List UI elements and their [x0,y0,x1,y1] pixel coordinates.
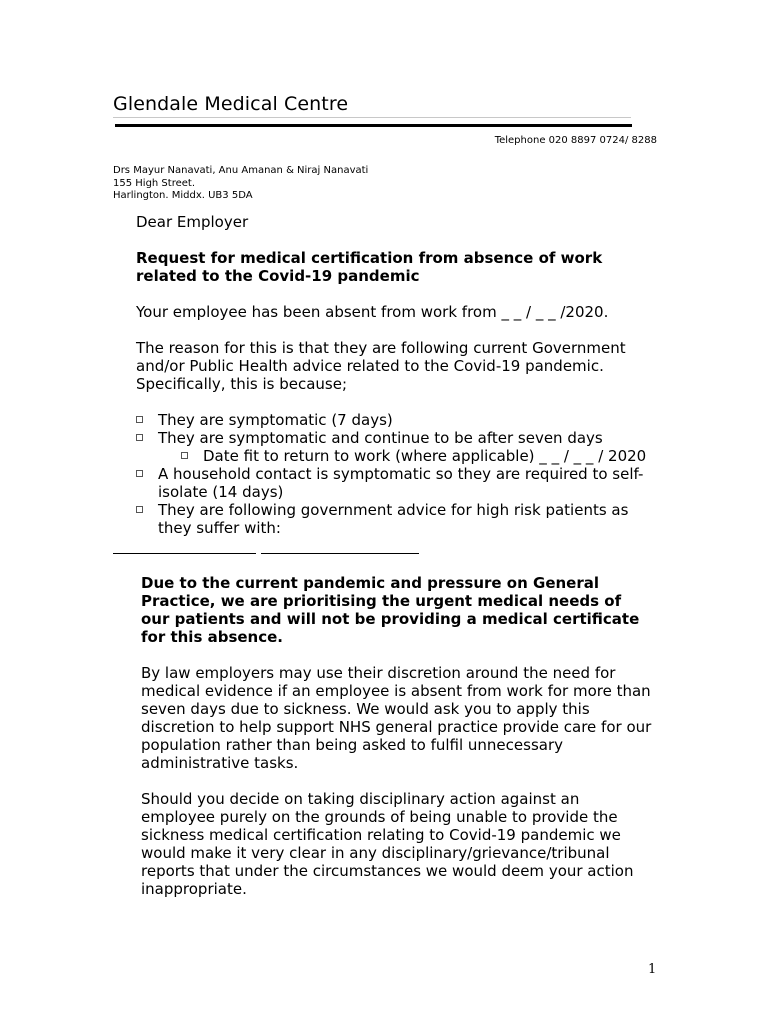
reason-checklist [136,411,656,537]
pandemic-notice [141,574,651,646]
checklist-subitem: Date fit to return to work (where applicable) _ _ / _ _ / 2020 [136,447,656,465]
checkbox-icon [181,452,188,459]
checkbox-icon [136,416,143,423]
checklist-item: They are following government advice for high risk patients as they suffer with: [136,501,656,537]
paragraph-line: By law employers may use their discretion around the need for [141,664,616,682]
subject-line: Request for medical certification from absence of work [136,249,603,267]
address-line: Harlington. Middx. UB3 5DA [113,190,253,201]
paragraph-line: employee purely on the grounds of being unable to provide the [141,808,618,826]
header-rule [115,124,632,127]
paragraph-line: medical evidence if an employee is absent from work for more than [141,682,651,700]
address-line: Drs Mayur Nanavati, Anu Amanan & Niraj Nanavati [113,165,369,176]
paragraph-line: administrative tasks. [141,754,299,772]
address-block [113,165,368,203]
paragraph-line: discretion to help support NHS general practice provide care for our [141,718,652,736]
subject-heading [136,249,636,285]
paragraph-line: inappropriate. [141,880,247,898]
fill-in-line [261,553,419,554]
checklist-item: They are symptomatic (7 days) [136,411,656,429]
absence-dates-line: Your employee has been absent from work from _ _ / _ _ /2020. [136,303,609,321]
notice-line: Practice, we are prioritising the urgent medical needs of [141,592,622,610]
telephone-line: Telephone 020 8897 0724/ 8288 [494,135,657,146]
salutation: Dear Employer [136,213,249,231]
paragraph-line: Should you decide on taking disciplinary action against an [141,790,580,808]
paragraph-line: reports that under the circumstances we would deem your action [141,862,634,880]
notice-line: Due to the current pandemic and pressure on General [141,574,600,592]
fill-in-line [113,553,256,554]
notice-line: our patients and will not be providing a medical certificate [141,610,640,628]
checkbox-icon [136,434,143,441]
disciplinary-paragraph [141,790,661,898]
reason-line: The reason for this is that they are following current Government [136,339,626,357]
address-line: 155 High Street. [113,177,195,189]
reason-line: and/or Public Health advice related to the Covid-19 pandemic. [136,357,604,375]
page-number: 1 [648,962,657,977]
title-underline [113,117,631,118]
paragraph-line: population rather than being asked to fulfil unnecessary [141,736,563,754]
reason-paragraph [136,339,646,393]
employer-discretion-paragraph [141,664,661,772]
practice-name: Glendale Medical Centre [113,93,349,115]
checkbox-icon [136,470,143,477]
checkbox-icon [136,506,143,513]
paragraph-line: seven days due to sickness. We would ask you to apply this [141,700,590,718]
reason-line: Specifically, this is because; [136,375,348,393]
checklist-item: They are symptomatic and continue to be after seven days [136,429,656,447]
notice-line: for this absence. [141,628,283,646]
paragraph-line: sickness medical certification relating to Covid-19 pandemic we [141,826,621,844]
subject-line: related to the Covid-19 pandemic [136,267,420,285]
checklist-item: A household contact is symptomatic so they are required to self- isolate (14 days) [136,465,656,501]
paragraph-line: would make it very clear in any disciplinary/grievance/tribunal [141,844,610,862]
